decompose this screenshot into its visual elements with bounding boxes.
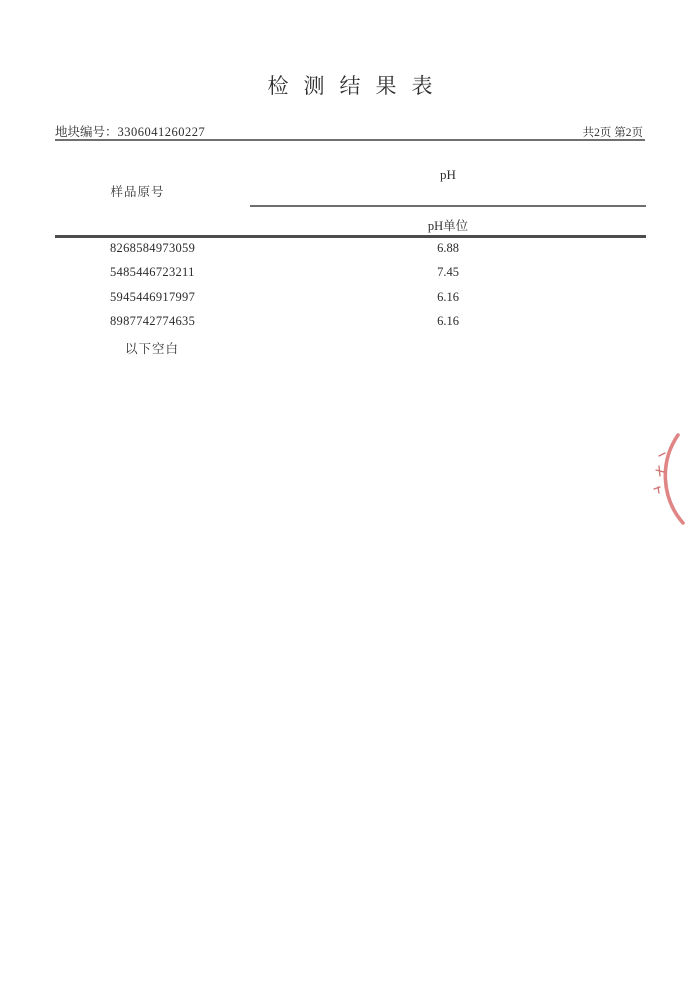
column-header-sample-id: 样品原号 — [110, 185, 165, 199]
column-header-ph: pH — [440, 167, 456, 182]
table-end-note: 以下空白 — [125, 342, 180, 356]
ph-value-cell: 6.88 — [437, 241, 459, 255]
table-row — [0, 314, 700, 330]
plot-number-value: 3306041260227 — [117, 125, 206, 139]
ph-value-cell: 7.45 — [437, 265, 459, 279]
seal-arc-icon — [665, 435, 683, 523]
page-title: 检测结果表 — [267, 74, 448, 98]
ph-value-cell: 6.16 — [437, 314, 459, 328]
table-row — [0, 241, 700, 257]
ph-subheader-rule — [250, 205, 646, 207]
sample-id-cell: 8987742774635 — [110, 314, 196, 328]
seal-fragment — [645, 405, 700, 560]
sample-id-cell: 5485446723211 — [110, 265, 195, 279]
table-row — [0, 290, 700, 306]
seal-text-marks-icon — [654, 453, 665, 493]
sample-id-cell: 8268584973059 — [110, 241, 196, 255]
table-row — [0, 265, 700, 281]
ph-value-cell: 6.16 — [437, 290, 459, 304]
table-top-rule — [55, 235, 646, 238]
plot-number-line — [55, 122, 205, 140]
column-header-ph-unit: pH单位 — [427, 219, 469, 233]
plot-number-label: 地块编号： — [55, 125, 118, 139]
header-rule — [55, 139, 645, 141]
pagination-info: 共2页 第2页 — [582, 127, 643, 139]
sample-id-cell: 5945446917997 — [110, 290, 196, 304]
